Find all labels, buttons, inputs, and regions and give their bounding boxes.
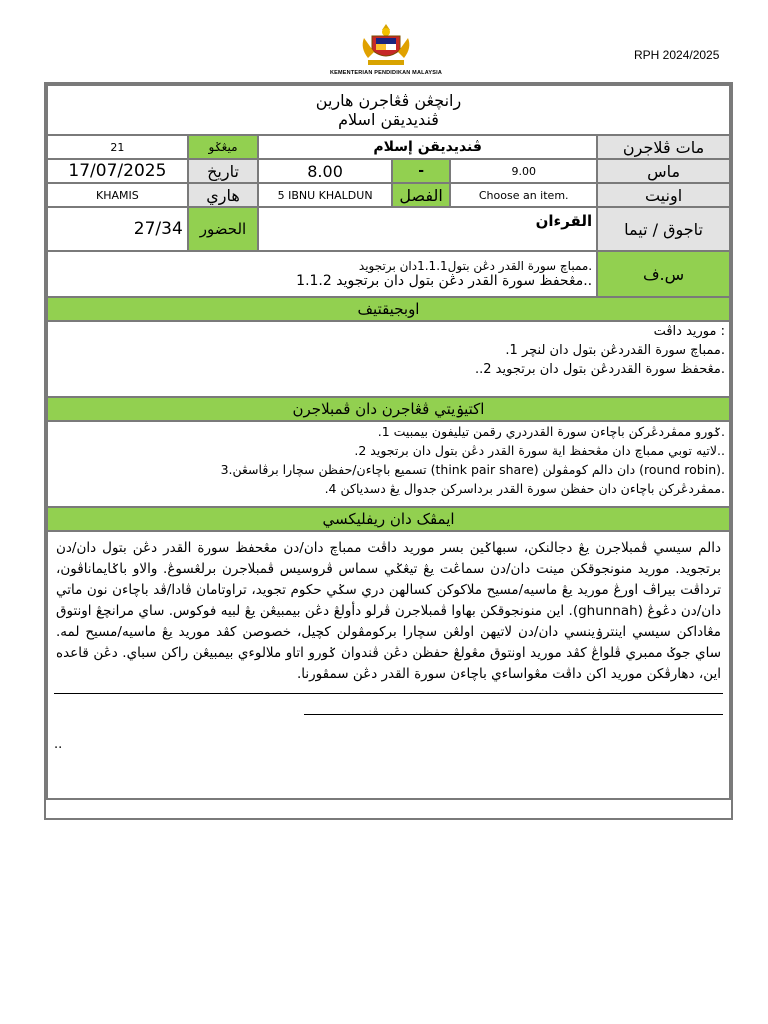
writing-line	[54, 693, 723, 694]
activities-heading: اکتيۏيتي ڤڠاجرن دان ڤمبلاجرن	[47, 397, 730, 421]
subject-value[interactable]: ڤنديديقن إسلام	[258, 135, 597, 159]
objectives-heading: اوبجيقتيف	[47, 297, 730, 321]
activity-item: .(round robin) دان دالم کومڤولن (think pair share) تسميع باچاءن/حفظن سچارا برڤاسڠن.3	[220, 462, 725, 477]
subject-label: مات ڤلاجرن	[597, 135, 730, 159]
day-value[interactable]: KHAMIS	[47, 183, 188, 207]
activity-item: .ݢورو ممڤردڠرکن باچاءن سورة القدردري رقمن تيليفون بيمبيت 1.	[377, 424, 725, 439]
class-label: الفصل	[392, 183, 450, 207]
activity-item: .ممڤردڠرکن باچاءن دان حفظن سورة القدر برداسرکن جدوال يڠ دسدياکن 4.	[324, 481, 725, 496]
objectives-intro: : موريد داڤت	[653, 324, 725, 339]
title-line-1: رانچڠن ڤڠاجرن هارين	[315, 91, 462, 110]
writing-line	[304, 714, 723, 715]
time-label: ماس	[597, 159, 730, 183]
lesson-plan-table	[46, 84, 731, 800]
activities-body[interactable]	[47, 421, 730, 507]
date-label: تاريخ	[188, 159, 258, 183]
time-end[interactable]: 9.00	[450, 159, 597, 183]
learning-standards[interactable]	[47, 251, 597, 297]
topic-value[interactable]: القرءان	[258, 207, 597, 251]
crest-icon	[358, 22, 414, 70]
reflection-heading: ايمڤک دان ريفليکسي	[47, 507, 730, 531]
day-label: هاري	[188, 183, 258, 207]
unit-dropdown[interactable]: Choose an item.	[450, 183, 597, 207]
unit-label: اونيت	[597, 183, 730, 207]
standard-1: .ممباچ سورة القدر دڠن بتول1.1.1دان برتجويد	[358, 259, 593, 273]
lesson-plan-sheet	[44, 82, 733, 820]
time-start[interactable]: 8.00	[258, 159, 392, 183]
class-value[interactable]: 5 IBNU KHALDUN	[258, 183, 392, 207]
objective-item: .مڠحفظ سورة القدردڠن بتول دان برتجويد 2..	[474, 362, 725, 377]
reflection-text: دالم سيسي ڤمبلاجرن يڠ دجالنکن، سبهاݢين بسر موريد داڤت ممباچ دان/دن مڠحفظ سورة القدر دڠن بتول دان/دن برتجويد. موريد منونجوقکن مينت دان/دن سماڠت يڠ تيڠݢي سماس ڤروسيس ڤمبلاجرن برلڠسوڠ. والاو باݢايماناڤون، ترداڤت بيراڤ اورڠ موريد يڠ ماسيه/مسيح ملاکوکن کسالهن دري سݢي حکوم تجويد، تراوتامان ڤادا/ڤد باچاءن نون ماتي دان/دن دڠوڠ (ghunnah). اين منونجوقکن بهاوا ڤمبلاجرن ڤرلو دأولڠ دڠن بيمبيڠن يڠ لبيه فوکوس. ساي مرانچڠ اونتوق مڠاداکن سيسي اينترۏينسي دان/دن لاتيهن اولڠن سچارا برکومڤولن کچيل، خصوصن کڤد موريد يڠ ماسيه/مسيح لمه. ساي جوݢ ممبري ڤلواڠ کڤد موريد اونتوق مڠولڠ حفظن دڠن ڤندوان ݢورو اتاو ملالوءي بيمبيڠن راکن سباي. دڠن قاعده اين، دهارڤکن موريد اکن داڤت مڠواساءي باچاءن سورة القدر دڠن سمڤورنا.	[56, 540, 721, 682]
plan-title	[47, 85, 730, 135]
standard-2: ..مڠحفظ سورة القدر دڠن بتول دان برتجويد 1.1.2	[296, 273, 593, 289]
week-value[interactable]: 21	[47, 135, 188, 159]
title-line-2: ڤنديديقن اسلام	[338, 110, 439, 129]
activity-item: ..لاتيه توبي ممباچ دان مڠحفظ اية سورة القدر دڠن بتول دان برتجويد 2.	[354, 443, 725, 458]
attendance-value[interactable]: 27/34	[47, 207, 188, 251]
attendance-label: الحضور	[188, 207, 258, 251]
reflection-ending: ..	[54, 737, 63, 752]
topic-label: تاجوق / تيما	[597, 207, 730, 251]
date-value[interactable]: 17/07/2025	[47, 159, 188, 183]
objectives-body[interactable]	[47, 321, 730, 397]
reflection-body[interactable]	[47, 531, 730, 799]
ministry-name: KEMENTERIAN PENDIDIKAN MALAYSIA	[329, 70, 443, 76]
objective-item: .ممباچ سورة القدردڠن بتول دان لنچر 1.	[505, 343, 725, 358]
time-dash: -	[392, 159, 450, 183]
rph-code: RPH 2024/2025	[634, 48, 720, 62]
week-label: ميڠݢو	[188, 135, 258, 159]
sp-label: س.ف	[597, 251, 730, 297]
